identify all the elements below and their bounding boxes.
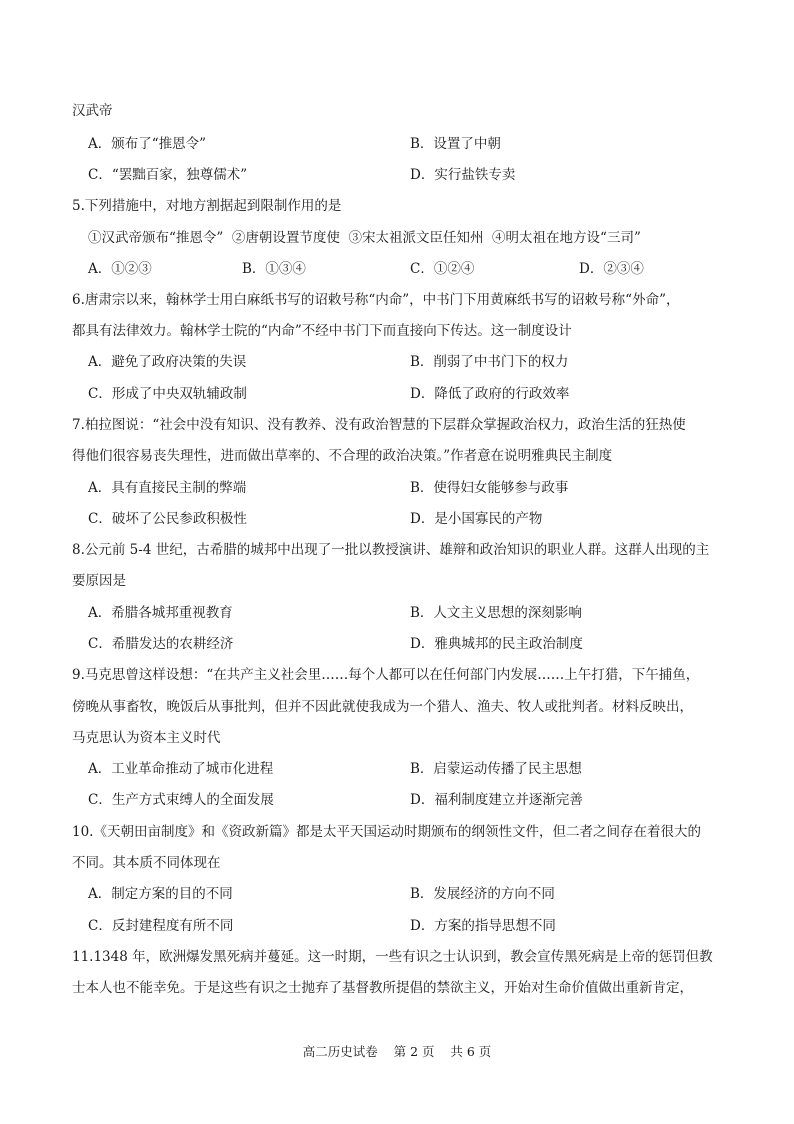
option-a: A．①②③ [88,261,152,277]
options-row [88,134,738,154]
option-c: C．生产方式束缚人的全面发展 [88,792,274,808]
option-d: D．②③④ [579,261,644,277]
option-d: D．方案的指导思想不同 [410,918,556,934]
question-10-stem-line: 10.《天朝田亩制度》和《资政新篇》都是太平天国运动时期颁布的纲领性文件，但二者之间存在着很大的 [72,824,701,840]
option-c: C．形成了中央双轨辅政制 [88,386,247,402]
option-d: D．降低了政府的行政效率 [410,386,570,402]
question-7-stem-line: 7.柏拉图说：“社会中没有知识、没有教养、没有政治智慧的下层群众掌握政治权力，政治生活的狂热使 [72,417,686,433]
options-row [88,165,738,185]
option-c: C．“罢黜百家，独尊儒术” [88,167,248,183]
option-a: A．希腊各城邦重视教育 [88,605,233,621]
option-b: B．①③④ [242,261,306,277]
page-footer: 高二历史试卷 第 2 页 共 6 页 [302,1044,492,1059]
question-stem-tail: 汉武帝 [72,103,113,119]
question-6-stem-line: 6.唐肃宗以来，翰林学士用白麻纸书写的诏敕号称“内命”，中书门下用黄麻纸书写的诏敕号称“外命”， [72,292,680,308]
options-row [88,634,738,654]
option-b: B．设置了中朝 [410,136,501,152]
question-6-stem-line: 都具有法律效力。翰林学士院的“内命”不经中书门下而直接向下传达。这一制度设计 [72,323,572,339]
question-5-stem: 5.下列措施中，对地方割据起到限制作用的是 [72,198,342,214]
option-c: C．①②④ [410,261,475,277]
options-row [88,509,738,529]
options-row [88,790,738,810]
question-8-stem-line: 要原因是 [72,573,126,589]
question-8-stem-line: 8.公元前 5-4 世纪，古希腊的城邦中出现了一批以教授演讲、雄辩和政治知识的职业人群。这群人出现的主 [72,542,710,558]
options-row [88,759,738,779]
options-row [88,352,738,372]
option-b: B．发展经济的方向不同 [410,886,555,902]
option-d: D．实行盐铁专卖 [410,167,516,183]
option-a: A．避免了政府决策的失误 [88,354,247,370]
option-a: A．颁布了“推恩令” [88,136,207,152]
option-a: A．制定方案的目的不同 [88,886,233,902]
question-9-stem-line: 马克思认为资本主义时代 [72,730,221,746]
options-row [88,884,738,904]
option-a: A．具有直接民主制的弊端 [88,480,247,496]
options-row [88,478,738,498]
question-9-stem-line: 傍晚从事畜牧，晚饭后从事批判，但并不因此就使我成为一个猎人、渔夫、牧人或批判者。材料反映出， [72,699,693,715]
question-5-items: ①汉武帝颁布“推恩令” ②唐朝设置节度使 ③宋太祖派文臣任知州 ④明太祖在地方设“三司” [88,230,641,246]
option-d: D．是小国寡民的产物 [410,511,543,527]
option-d: D．福利制度建立并逐渐完善 [410,792,583,808]
option-b: B．削弱了中书门下的权力 [410,354,569,370]
option-c: C．反封建程度有所不同 [88,918,234,934]
options-row [88,603,738,623]
question-11-stem-line: 士本人也不能幸免。于是这些有识之士抛弃了基督教所提倡的禁欲主义，开始对生命价值做出重新肯定， [72,980,693,996]
option-b: B．使得妇女能够参与政事 [410,480,569,496]
option-d: D．雅典城邦的民主政治制度 [410,636,583,652]
option-b: B．启蒙运动传播了民主思想 [410,761,582,777]
options-row [88,916,738,936]
options-row [88,384,738,404]
question-7-stem-line: 得他们很容易丧失理性，进而做出草率的、不合理的政治决策。”作者意在说明雅典民主制度 [72,448,613,464]
question-11-stem-line: 11.1348 年，欧洲爆发黑死病并蔓延。这一时期，一些有识之士认识到，教会宣传黑死病是上帝的惩罚但教 [72,949,713,965]
option-b: B．人文主义思想的深刻影响 [410,605,582,621]
question-9-stem-line: 9.马克思曾这样设想：“在共产主义社会里……每个人都可以在任何部门内发展……上午打猎，下午捕鱼， [72,667,700,683]
options-row [88,259,738,279]
question-10-stem-line: 不同。其本质不同体现在 [72,855,221,871]
option-a: A．工业革命推动了城市化进程 [88,761,274,777]
option-c: C．希腊发达的农耕经济 [88,636,234,652]
option-c: C．破坏了公民参政积极性 [88,511,247,527]
